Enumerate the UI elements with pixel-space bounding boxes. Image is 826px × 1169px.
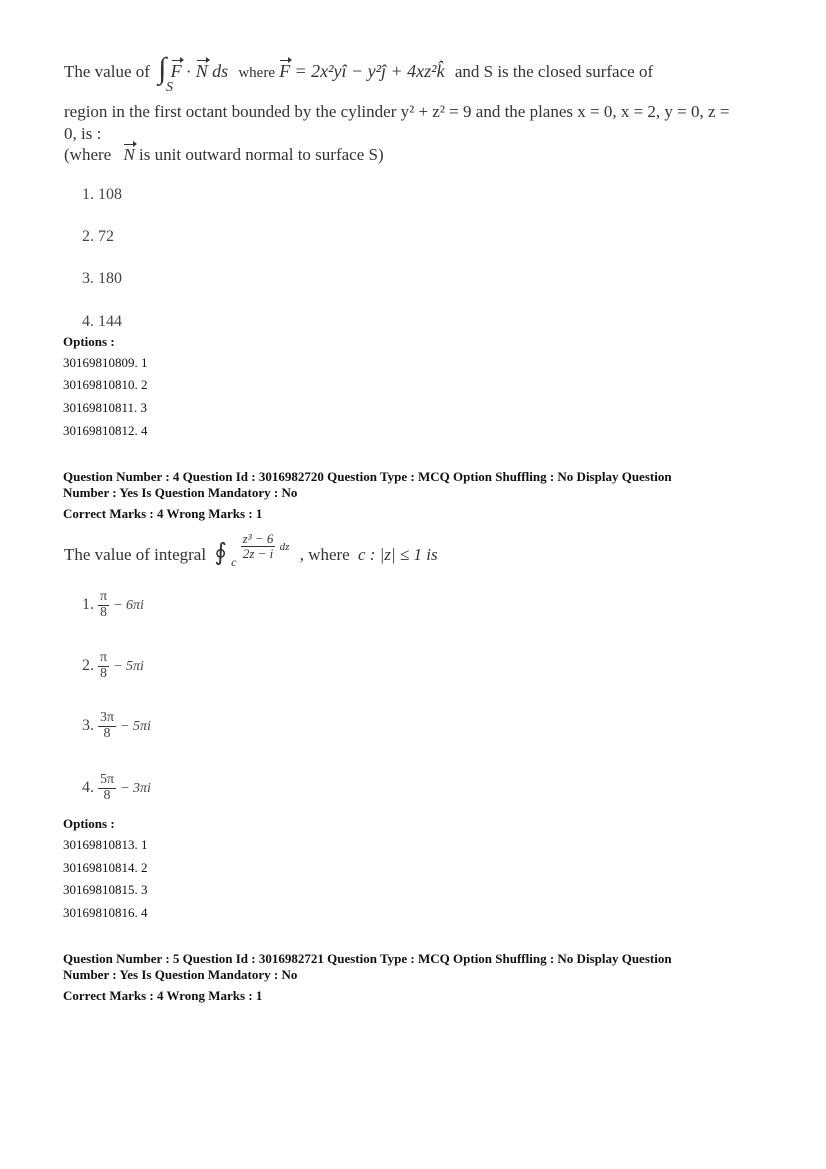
q3-normal-vec: N xyxy=(123,145,135,164)
q4-option-id-3: 30169810815. 3 xyxy=(63,882,148,897)
q4-stem-where: , where xyxy=(299,545,350,564)
q3-option-id-2: 30169810810. 2 xyxy=(63,377,148,392)
q3-option-id-1: 30169810809. 1 xyxy=(63,355,148,370)
q4-choice-2-fden: 8 xyxy=(100,665,108,681)
q4-integrand-num: z³ − 6 xyxy=(242,530,274,546)
q3-choice-2: 2. 72 xyxy=(82,228,114,245)
q4-choice-2-fnum: π xyxy=(100,650,108,665)
q4-choice-2-num: 2. xyxy=(82,656,94,674)
q4-option-id-4: 30169810816. 4 xyxy=(63,905,148,920)
q4-choice-1-num: 1. xyxy=(82,595,94,613)
q4-choice-3-rest: − 5πi xyxy=(120,718,151,734)
q4-stem-cond: c : |z| ≤ 1 is xyxy=(357,545,438,564)
q4-choice-3-num: 3. xyxy=(82,716,94,734)
contour-integral-icon: ∮ xyxy=(214,540,227,566)
q5-marks: Correct Marks : 4 Wrong Marks : 1 xyxy=(63,988,263,1003)
q3-options-label: Options : xyxy=(63,334,115,349)
q3-integral-sub: S xyxy=(166,80,173,95)
q4-choice-4-frac xyxy=(98,773,116,803)
q4-choice-3-fnum: 3π xyxy=(100,710,115,725)
q4-choice-1-frac xyxy=(98,590,109,620)
q4-choice-2 xyxy=(82,651,144,681)
q3-stem-line2: region in the first octant bounded by the cylinder y² + z² = 9 and the planes x = 0, x = 2, y = 0, z = xyxy=(64,102,730,121)
q4-option-id-2: 30169810814. 2 xyxy=(63,860,148,875)
q4-stem xyxy=(64,528,438,572)
q4-choice-2-frac xyxy=(98,651,109,681)
q4-contour-sub: c xyxy=(231,555,237,569)
q4-choice-1-rest: − 6πi xyxy=(113,597,144,613)
q3-stem-line1 xyxy=(64,48,653,98)
q4-option-id-1: 30169810813. 1 xyxy=(63,837,148,852)
q4-choice-1-fden: 8 xyxy=(100,604,108,620)
q3-choice-1: 1. 108 xyxy=(82,186,122,203)
q3-stem-line4 xyxy=(64,145,384,165)
q4-choice-4 xyxy=(82,773,151,803)
q4-options-label: Options : xyxy=(63,816,115,831)
integral-sign-icon: ∫ xyxy=(158,52,167,85)
q4-stem-intro: The value of integral xyxy=(64,545,207,564)
q3-where-note: (where xyxy=(64,145,112,164)
q3-vec-F2: F xyxy=(279,61,291,81)
q3-vec-F: F xyxy=(170,61,182,81)
q3-ds: ds xyxy=(212,61,229,81)
q3-stem-line3: 0, is : xyxy=(64,124,102,143)
q4-choice-3-fden: 8 xyxy=(103,725,111,741)
q3-option-id-4: 30169810812. 4 xyxy=(63,423,148,438)
q3-choice-3: 3. 180 xyxy=(82,270,122,287)
q4-choice-3-frac xyxy=(98,711,116,741)
q4-choice-1-fnum: π xyxy=(100,589,108,604)
q4-marks: Correct Marks : 4 Wrong Marks : 1 xyxy=(63,506,263,521)
q3-formula: = 2x²yî − y²ĵ + 4xz²k̂ xyxy=(294,61,445,81)
q4-dz: dz xyxy=(279,541,290,553)
q5-meta-line2: Number : Yes Is Question Mandatory : No xyxy=(63,967,298,982)
q3-vec-N: N xyxy=(195,61,208,81)
q4-choice-4-fnum: 5π xyxy=(100,772,115,787)
q3-where: where xyxy=(238,65,275,81)
q4-choice-4-rest: − 3πi xyxy=(120,780,151,796)
q3-stem-intro: The value of xyxy=(64,62,150,81)
q4-choice-4-fden: 8 xyxy=(103,787,111,803)
q4-integrand-den: 2z − i xyxy=(242,545,274,561)
q4-integrand xyxy=(241,532,276,560)
q3-note-tail: is unit outward normal to surface S) xyxy=(139,145,384,164)
q4-meta-line2: Number : Yes Is Question Mandatory : No xyxy=(63,485,298,500)
q4-choice-4-num: 4. xyxy=(82,778,94,796)
q3-option-id-3: 30169810811. 3 xyxy=(63,400,148,415)
q3-choice-4: 4. 144 xyxy=(82,313,122,330)
q4-choice-2-rest: − 5πi xyxy=(113,658,144,674)
q5-meta-line1: Question Number : 5 Question Id : 3016982721 Question Type : MCQ Option Shuffling : No Display Question xyxy=(63,951,672,966)
q3-dot: · xyxy=(185,62,192,81)
q4-choice-1 xyxy=(82,590,144,620)
q4-choice-3 xyxy=(82,711,151,741)
q4-meta-line1: Question Number : 4 Question Id : 3016982720 Question Type : MCQ Option Shuffling : No Display Question xyxy=(63,469,672,484)
q3-stem-tail: and S is the closed surface of xyxy=(454,62,654,81)
